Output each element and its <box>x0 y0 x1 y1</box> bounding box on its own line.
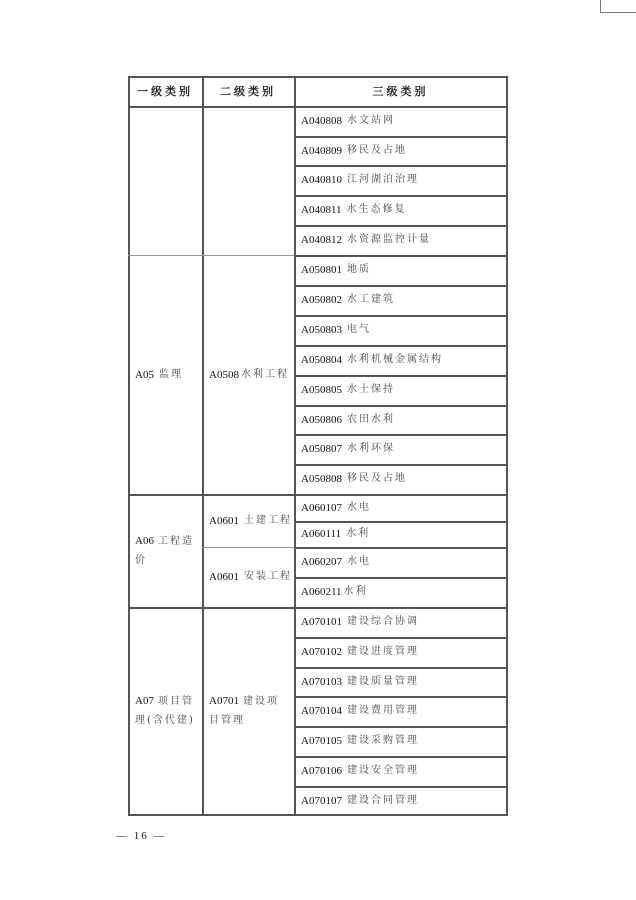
item-name: 水电 <box>346 501 371 513</box>
level2-name: 水利工程 <box>240 368 289 380</box>
item-name: 江河湖泊治理 <box>346 174 419 185</box>
table-row <box>294 547 507 577</box>
level1-cell <box>128 607 202 815</box>
item-name: 水电 <box>346 556 371 567</box>
item-name: 水资源监控计量 <box>346 234 431 245</box>
category-table <box>128 76 507 815</box>
level2-cell <box>202 607 294 815</box>
level1-code: A07 <box>135 695 154 707</box>
table-row <box>294 106 507 136</box>
table-row <box>294 255 507 285</box>
level1-name: 监理 <box>158 368 183 380</box>
level2-cell <box>202 255 294 494</box>
item-code: A040808 <box>301 115 342 127</box>
item-code: A050804 <box>301 354 342 366</box>
item-code: A050807 <box>301 443 342 455</box>
level2-code: A0701 <box>209 695 239 707</box>
item-name: 地质 <box>346 264 371 275</box>
level1-name: 工程造价 <box>135 535 194 566</box>
item-name: 建设进度管理 <box>346 646 419 657</box>
item-code: A050801 <box>301 264 342 276</box>
item-code: A050802 <box>301 294 342 306</box>
level1-cell <box>128 255 202 494</box>
table-row <box>294 494 507 521</box>
table-row <box>294 521 507 547</box>
table-row <box>294 315 507 345</box>
table-row <box>294 195 507 225</box>
item-name: 移民及占地 <box>346 473 407 484</box>
header-level3: 三级类别 <box>372 85 429 98</box>
item-name: 建设综合协调 <box>346 616 419 627</box>
table-row <box>294 637 507 667</box>
item-code: A060207 <box>301 556 342 568</box>
item-name: 水土保持 <box>346 384 395 395</box>
level2-code: A0601 <box>209 571 239 583</box>
item-code: A070102 <box>301 646 342 658</box>
table-row <box>294 405 507 434</box>
table-row <box>294 786 507 815</box>
level2-name: 建设项目管理 <box>209 696 279 726</box>
item-code: A040811 <box>301 204 342 216</box>
item-name: 水利机械金属结构 <box>346 354 443 365</box>
corner-box <box>600 0 636 13</box>
item-code: A040809 <box>301 144 342 157</box>
level1-code: A06 <box>135 534 154 547</box>
table-row <box>294 375 507 405</box>
item-code: A050803 <box>301 324 342 336</box>
item-code: A050808 <box>301 473 342 485</box>
level2-name: 土建工程 <box>243 514 292 526</box>
header-level1: 一级类别 <box>137 85 193 98</box>
level2-code: A0601 <box>209 514 239 527</box>
item-name: 移民及占地 <box>346 144 407 156</box>
item-name: 建设采购管理 <box>346 735 419 746</box>
item-code: A040812 <box>301 234 342 246</box>
table-row <box>294 696 507 726</box>
item-name: 建设费用管理 <box>346 705 419 716</box>
table-row <box>294 165 507 195</box>
table-row <box>294 345 507 375</box>
item-name: 水工建筑 <box>346 294 395 305</box>
header-level2: 二级类别 <box>220 85 276 98</box>
table-row <box>294 225 507 255</box>
item-code: A060111 <box>301 528 342 540</box>
level1-code: A05 <box>135 368 154 381</box>
item-code: A040810 <box>301 174 342 186</box>
table-row <box>294 667 507 696</box>
item-code: A050806 <box>301 413 342 426</box>
level2-cell <box>202 547 294 607</box>
table-row <box>294 136 507 165</box>
table-row <box>294 464 507 494</box>
item-code: A070103 <box>301 675 342 688</box>
item-code: A060211 <box>301 586 342 598</box>
item-code: A070106 <box>301 765 342 777</box>
page-number: — 16 — <box>116 830 167 842</box>
item-name: 农田水利 <box>346 413 395 425</box>
level2-name: 安装工程 <box>243 571 292 582</box>
level2-code: A0508 <box>209 368 239 381</box>
item-name: 水生态修复 <box>346 204 407 215</box>
table-row <box>294 607 507 637</box>
item-code: A060107 <box>301 501 342 514</box>
item-name: 建设合同管理 <box>346 794 419 806</box>
item-name: 水文站网 <box>346 115 395 126</box>
item-name: 建设质量管理 <box>346 675 419 687</box>
item-name: 水利环保 <box>346 443 395 454</box>
item-name: 电气 <box>346 324 371 335</box>
table-row <box>294 726 507 756</box>
item-name: 水利 <box>346 528 371 539</box>
level1-cell <box>128 494 202 607</box>
item-code: A070104 <box>301 705 342 717</box>
table-row <box>294 577 507 607</box>
item-code: A050805 <box>301 384 342 396</box>
item-code: A070107 <box>301 794 342 807</box>
item-name: 水利 <box>343 586 368 597</box>
item-code: A070101 <box>301 616 342 628</box>
table-row <box>294 434 507 464</box>
item-code: A070105 <box>301 735 342 747</box>
level1-name: 项目管理(含代建) <box>135 696 195 726</box>
level2-cell <box>202 494 294 547</box>
table-row <box>294 756 507 786</box>
item-name: 建设安全管理 <box>346 765 419 776</box>
table-row <box>294 285 507 315</box>
